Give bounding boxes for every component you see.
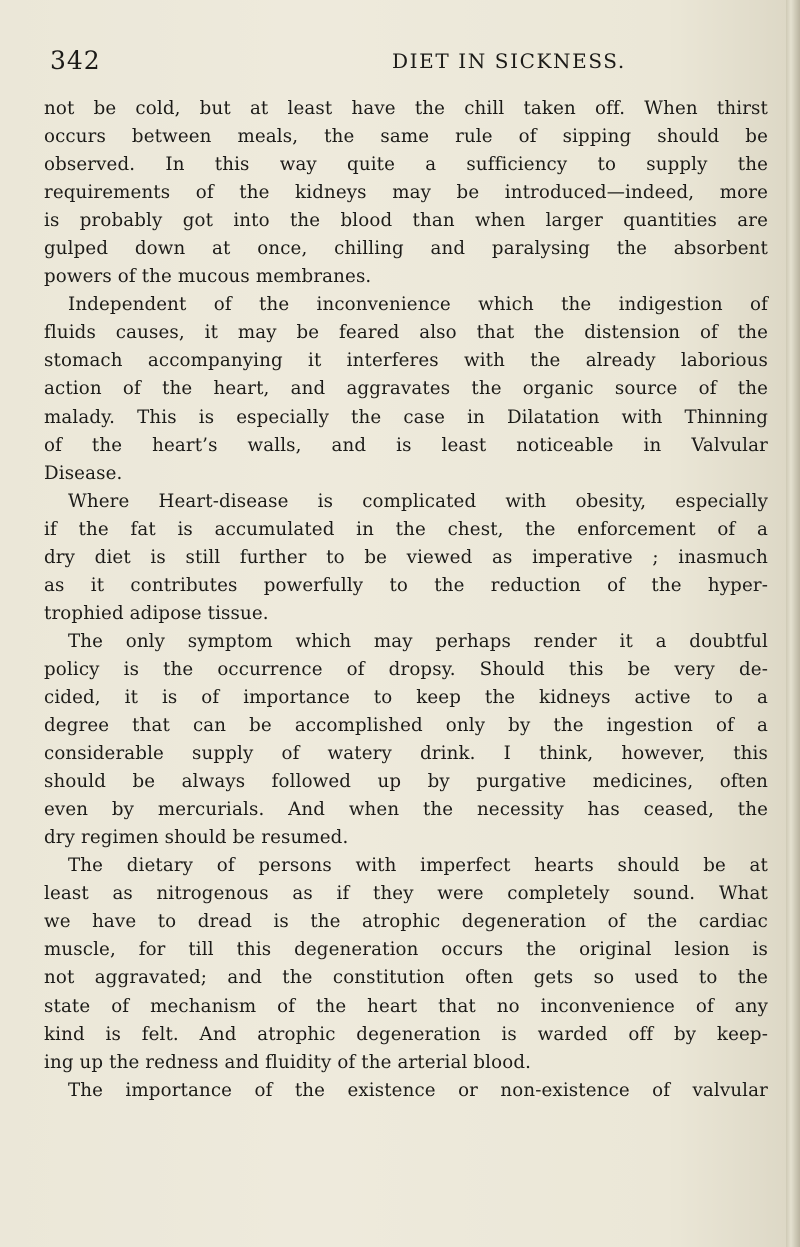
text-line: as it contributes powerfully to the reduction of the hyper- xyxy=(44,574,768,596)
text-line: fluids causes, it may be feared also that the distension of the xyxy=(44,322,768,344)
text-line: state of mechanism of the heart that no inconvenience of any xyxy=(44,995,768,1017)
text-line: malady. This is especially the case in Dilatation with Thinning xyxy=(44,406,768,428)
text-line: we have to dread is the atrophic degeneration of the cardiac xyxy=(44,911,768,933)
text-line: not be cold, but at least have the chill taken off. When thirst xyxy=(44,98,768,119)
text-line: requirements of the kidneys may be introduced—indeed, more xyxy=(44,182,768,204)
text-line: The only symptom which may perhaps render it a doubtful xyxy=(68,630,768,652)
running-title: DIET IN SICKNESS. xyxy=(392,49,626,73)
text-line: powers of the mucous membranes. xyxy=(44,266,372,288)
text-line: policy is the occurrence of dropsy. Should this be very de- xyxy=(44,658,768,680)
text-line: Where Heart-disease is complicated with obesity, especially xyxy=(68,490,768,512)
text-line: The importance of the existence or non-existence of valvular xyxy=(68,1079,768,1101)
text-line: Disease. xyxy=(44,462,123,484)
text-line: dry diet is still further to be viewed as imperative ; inasmuch xyxy=(44,546,768,568)
page-number: 342 xyxy=(50,46,101,75)
text-line: dry regimen should be resumed. xyxy=(44,827,349,849)
text-line: kind is felt. And atrophic degeneration is warded off by keep- xyxy=(44,1023,768,1045)
text-line: occurs between meals, the same rule of sipping should be xyxy=(44,126,768,148)
page-header xyxy=(50,46,764,76)
text-line: stomach accompanying it interferes with the already laborious xyxy=(44,350,768,372)
text-line: if the fat is accumulated in the chest, the enforcement of a xyxy=(44,518,768,540)
text-line: cided, it is of importance to keep the kidneys active to a xyxy=(44,686,768,708)
text-line: gulped down at once, chilling and paralysing the absorbent xyxy=(44,238,768,260)
text-line: even by mercurials. And when the necessity has ceased, the xyxy=(44,799,768,821)
body-text xyxy=(44,95,768,1105)
text-line: should be always followed up by purgative medicines, often xyxy=(44,771,768,793)
text-line: The dietary of persons with imperfect hearts should be at xyxy=(68,855,768,877)
text-line: action of the heart, and aggravates the organic source of the xyxy=(44,378,768,400)
text-line: observed. In this way quite a sufficiency to supply the xyxy=(44,154,768,176)
text-line: ing up the redness and fluidity of the arterial blood. xyxy=(44,1051,532,1073)
text-line: Independent of the inconvenience which the indigestion of xyxy=(68,294,768,316)
text-line: of the heart’s walls, and is least noticeable in Valvular xyxy=(44,434,768,456)
text-line: is probably got into the blood than when larger quantities are xyxy=(44,210,768,232)
text-line: trophied adipose tissue. xyxy=(44,602,269,624)
text-line: considerable supply of watery drink. I think, however, this xyxy=(44,743,768,765)
text-line: not aggravated; and the constitution often gets so used to the xyxy=(44,967,768,989)
text-line: degree that can be accomplished only by the ingestion of a xyxy=(44,715,768,737)
page-edge xyxy=(786,0,800,1247)
text-line: muscle, for till this degeneration occurs the original lesion is xyxy=(44,939,768,961)
text-line: least as nitrogenous as if they were completely sound. What xyxy=(44,883,768,905)
